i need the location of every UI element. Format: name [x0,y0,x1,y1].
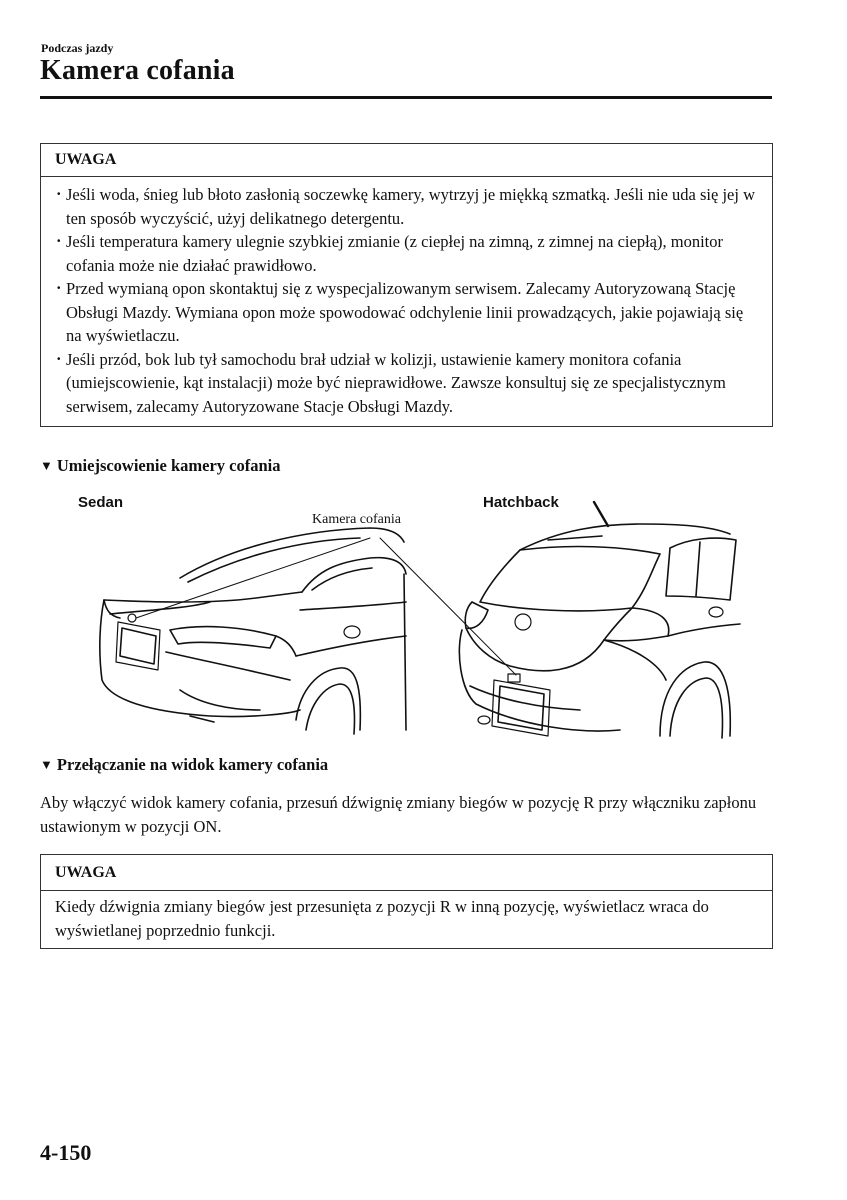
switching-heading [40,755,328,775]
notice-item: · Jeśli przód, bok lub tył samochodu brał udział w kolizji, ustawienie kamery monitora cofania (umiejscowienie, kąt instalacji) może być nieprawidłowe. Zawsze konsultuj się ze specjalistycznym serwisem, zalecamy Autoryzowane Stacje Obsługi Mazdy. [55,348,758,419]
notice-item: · Przed wymianą opon skontaktuj się z wyspecjalizowanym serwisem. Zalecamy Autoryzowaną Stację Obsługi Mazdy. Wymiana opon może spowodować odchylenie linii prowadzących, jakie pojawiają się na wyświetlaczu. [55,277,758,348]
switching-paragraph: Aby włączyć widok kamery cofania, przesuń dźwignię zmiany biegów w pozycję R przy włączniku zapłonu ustawionym w pozycji ON. [40,793,757,836]
notice-item: · Jeśli temperatura kamery ulegnie szybkiej zmianie (z ciepłej na zimną, z zimnej na ciepłą), monitor cofania może nie działać prawidłowo. [55,230,758,277]
camera-location-illustration [0,490,847,740]
hatchback-car-drawing [459,502,740,738]
notice-item: · Jeśli woda, śnieg lub błoto zasłonią soczewkę kamery, wytrzyj je miękką szmatką. Jeśli nie uda się jej w ten sposób wyczyścić, użyj delikatnego detergentu. [55,183,758,230]
notice-body: Kiedy dźwignia zmiany biegów jest przesunięta z pozycji R w inną pozycję, wyświetlacz wraca do wyświetlanej poprzednio funkcji. [55,897,709,940]
sedan-label: Sedan [78,494,124,511]
section-label: Podczas jazdy [41,41,114,55]
sedan-car-drawing [100,528,406,734]
hatchback-label: Hatchback [483,494,559,511]
triangle-down-icon: ▼ [40,458,53,473]
camera-callout: Kamera cofania [312,512,401,527]
title-rule [40,96,772,99]
location-heading-text: Umiejscowienie kamery cofania [56,456,281,475]
notice-list [55,183,758,418]
notice-body [41,177,772,426]
page-number: 4-150 [40,1140,92,1165]
notice-box-2 [40,854,773,949]
notice-heading: UWAGA [41,855,772,891]
location-heading [40,456,281,476]
page-title: Kamera cofania [40,55,235,86]
triangle-down-icon: ▼ [40,757,53,772]
notice-box-1 [40,143,773,427]
notice-heading: UWAGA [41,144,772,177]
switching-heading-text: Przełączanie na widok kamery cofania [56,755,329,774]
